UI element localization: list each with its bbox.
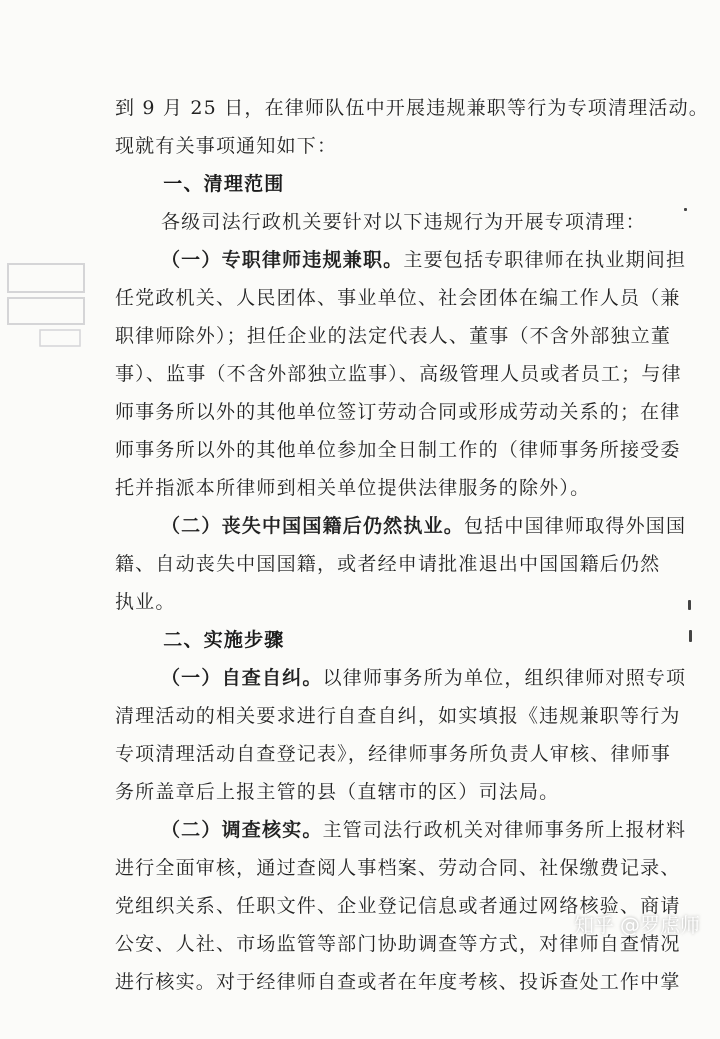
text-line-4: 各级司法行政机关要针对以下违规行为开展专项清理： [160,211,646,233]
text-line-10: 师事务所以外的其他单位参加全日制工作的（律师事务所接受委 [114,439,681,461]
text-line-5: （一）专职律师违规兼职。主要包括专职律师在执业期间担 [160,249,687,271]
text-line-7: 职律师除外）；担任企业的法定代表人、董事（不含外部独立董 [114,325,672,347]
subheading-part-time: （一）专职律师违规兼职。 [160,249,404,271]
text-line-19: 务所盖章后上报主管的县（直辖市的区）司法局。 [114,781,560,803]
text-line-13: 籍、自动丧失中国国籍，或者经申请批准退出中国国籍后仍然 [114,553,661,575]
subheading-nationality: （二）丧失中国国籍后仍然执业。 [160,515,464,537]
subheading-investigation: （二）调查核实。 [160,819,323,841]
scan-speck [688,600,691,610]
section-heading-steps: 二、实施步骤 [163,629,285,651]
text-line-23: 公安、人社、市场监管等部门协助调查等方式，对律师自查情况 [114,933,681,955]
text-line-11: 托并指派本所律师到相关单位提供法律服务的除外）。 [114,477,591,499]
zhihu-author-label: @罗虑师 [620,913,700,937]
scan-speck [684,208,687,211]
text-line-1: 到 9 月 25 日，在律师队伍中开展违规兼职等行为专项清理活动。 [114,97,709,119]
text-line-17: 清理活动的相关要求进行自查自纠，如实填报《违规兼职等行为 [114,705,681,727]
text-line-6: 任党政机关、人民团体、事业单位、社会团体在编工作人员（兼 [114,287,681,309]
text-line-12: （二）丧失中国国籍后仍然执业。包括中国律师取得外国国 [160,515,687,537]
text-line-9: 师事务所以外的其他单位签订劳动合同或形成劳动关系的；在律 [114,401,681,423]
section-heading-scope: 一、清理范围 [163,173,285,195]
text-line-21: 进行全面审核，通过查阅人事档案、劳动合同、社保缴费记录、 [114,857,681,879]
text-line-14: 执业。 [114,591,176,613]
zhihu-watermark [574,909,700,938]
text-line-2: 现就有关事项通知如下： [114,135,338,157]
text-line-18: 专项清理活动自查登记表》，经律师事务所负责人审核、律师事 [114,743,672,765]
subheading-self-check: （一）自查自纠。 [160,667,323,689]
text-line-20: （二）调查核实。主管司法行政机关对律师事务所上报材料 [160,819,687,841]
scan-speck [689,630,692,642]
text-line-8: 事）、监事（不含外部独立监事）、高级管理人员或者员工；与律 [114,363,682,385]
text-line-22: 党组织关系、任职文件、企业登记信息或者通过网络核验、商请 [114,895,681,917]
zhihu-site-label: 知乎 [574,913,614,937]
text-line-16: （一）自查自纠。以律师事务所为单位，组织律师对照专项 [160,667,687,689]
text-line-24: 进行核实。对于经律师自查或者在年度考核、投诉查处工作中掌 [114,971,681,993]
